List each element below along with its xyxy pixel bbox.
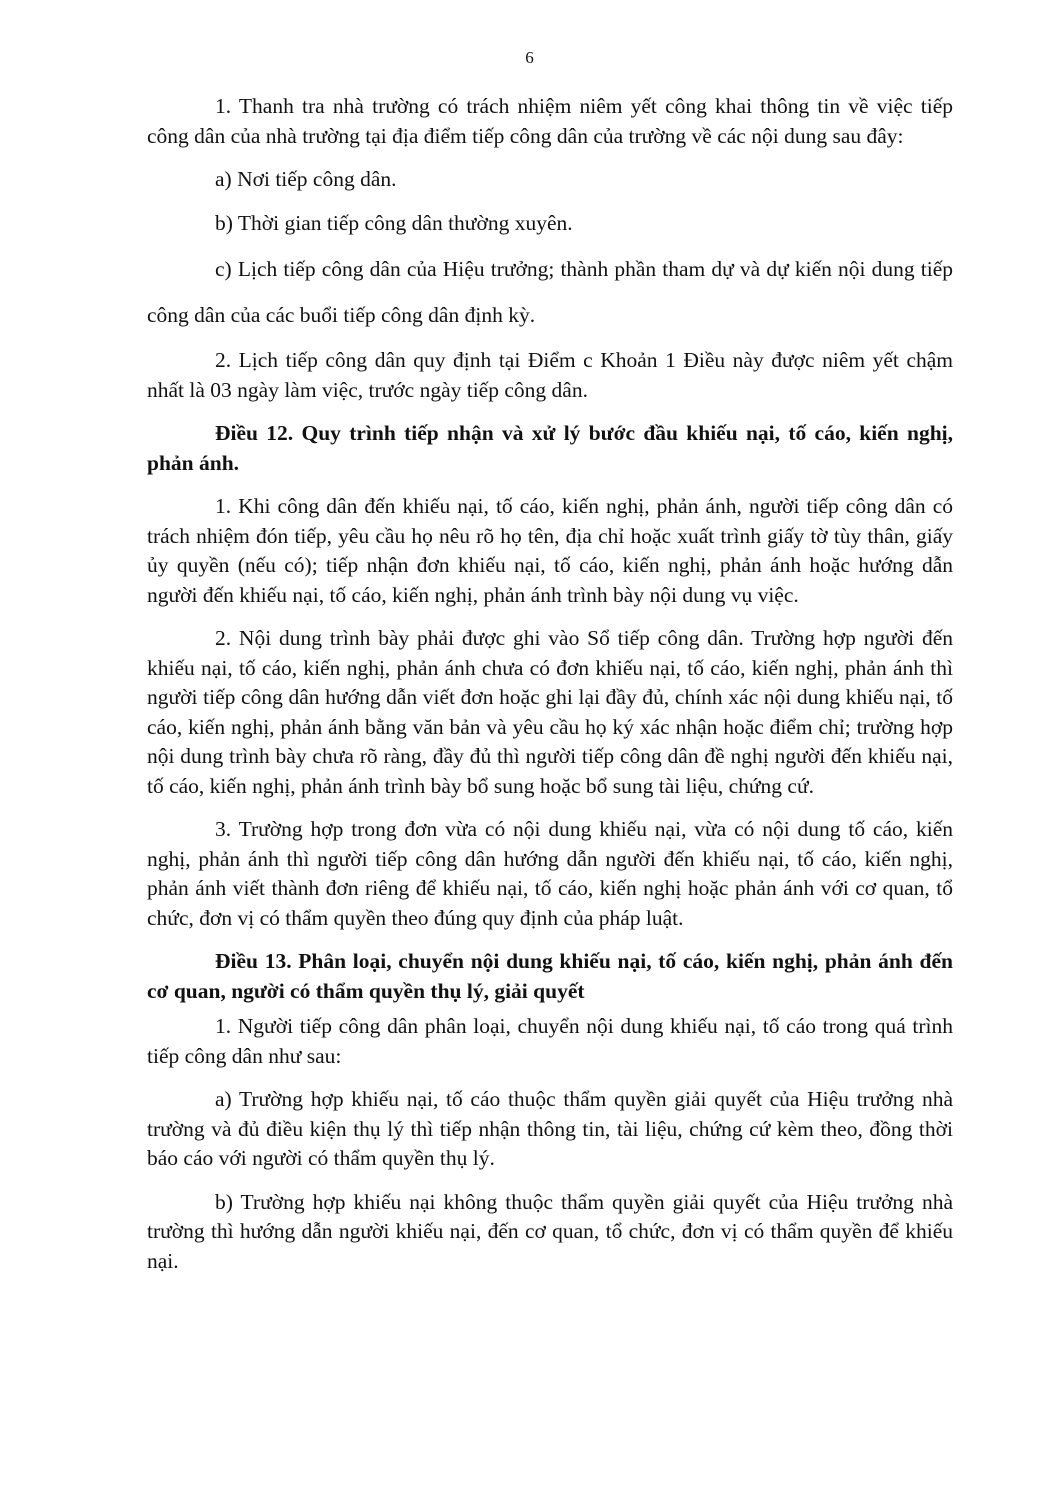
item-c-paragraph: c) Lịch tiếp công dân của Hiệu trưởng; thành phần tham dự và dự kiến nội dung tiếp công dân của các buổi tiếp công dân định kỳ. (147, 257, 953, 327)
article-13-item-a: a) Trường hợp khiếu nại, tố cáo thuộc thẩm quyền giải quyết của Hiệu trưởng nhà trường và đủ điều kiện thụ lý thì tiếp nhận thông tin, tài liệu, chứng cứ kèm theo, đồng thời báo cáo với người có thẩm quyền thụ lý. (147, 1087, 953, 1170)
item-a-paragraph: a) Nơi tiếp công dân. (215, 167, 397, 191)
clause-2-paragraph: 2. Lịch tiếp công dân quy định tại Điểm c Khoản 1 Điều này được niêm yết chậm nhất là 03 ngày làm việc, trước ngày tiếp công dân. (147, 348, 953, 402)
item-b-paragraph: b) Thời gian tiếp công dân thường xuyên. (215, 210, 573, 235)
page-number: 6 (525, 48, 534, 67)
clause-1-paragraph: 1. Thanh tra nhà trường có trách nhiệm niêm yết công khai thông tin về việc tiếp công dân của nhà trường tại địa điểm tiếp công dân của trường về các nội dung sau đây: (147, 94, 953, 148)
article-12-heading: Điều 12. Quy trình tiếp nhận và xử lý bước đầu khiếu nại, tố cáo, kiến nghị, phản ánh. (147, 421, 953, 475)
article-13-item-b: b) Trường hợp khiếu nại không thuộc thẩm quyền giải quyết của Hiệu trưởng nhà trường thì hướng dẫn người khiếu nại, đến cơ quan, tổ chức, đơn vị có thẩm quyền để khiếu nại. (147, 1189, 953, 1273)
article-12-clause-2: 2. Nội dung trình bày phải được ghi vào Sổ tiếp công dân. Trường hợp người đến khiếu nại, tố cáo, kiến nghị, phản ánh chưa có đơn khiếu nại, tố cáo, kiến nghị, phản ánh thì người tiếp công dân hướng dẫn viết đơn hoặc ghi lại đầy đủ, chính xác nội dung khiếu nại, tố cáo, kiến nghị, phản ánh bằng văn bản và yêu cầu họ ký xác nhận hoặc điểm chỉ; trường hợp nội dung trình bày chưa rõ ràng, đầy đủ thì người tiếp công dân đề nghị người đến khiếu nại, tố cáo, kiến nghị, phản ánh trình bày bổ sung hoặc bổ sung tài liệu, chứng cứ. (147, 626, 953, 798)
article-13-heading: Điều 13. Phân loại, chuyển nội dung khiếu nại, tố cáo, kiến nghị, phản ánh đến cơ quan, người có thẩm quyền thụ lý, giải quyết (147, 949, 953, 1003)
article-12-clause-3: 3. Trường hợp trong đơn vừa có nội dung khiếu nại, vừa có nội dung tố cáo, kiến nghị, phản ánh thì người tiếp công dân hướng dẫn người đến khiếu nại, tố cáo, kiến nghị, phản ánh viết thành đơn riêng để khiếu nại, tố cáo, kiến nghị hoặc phản ánh với cơ quan, tổ chức, đơn vị có thẩm quyền theo đúng quy định của pháp luật. (147, 817, 953, 930)
document-body (147, 92, 953, 1290)
article-12-clause-1: 1. Khi công dân đến khiếu nại, tố cáo, kiến nghị, phản ánh, người tiếp công dân có trách nhiệm đón tiếp, yêu cầu họ nêu rõ họ tên, địa chỉ hoặc xuất trình giấy tờ tùy thân, giấy ủy quyền (nếu có); tiếp nhận đơn khiếu nại, tố cáo, kiến nghị, phản ánh hoặc hướng dẫn người đến khiếu nại, tố cáo, kiến nghị, phản ánh trình bày nội dung vụ việc. (147, 494, 953, 607)
article-13-clause-1: 1. Người tiếp công dân phân loại, chuyển nội dung khiếu nại, tố cáo trong quá trình tiếp công dân như sau: (147, 1014, 953, 1068)
